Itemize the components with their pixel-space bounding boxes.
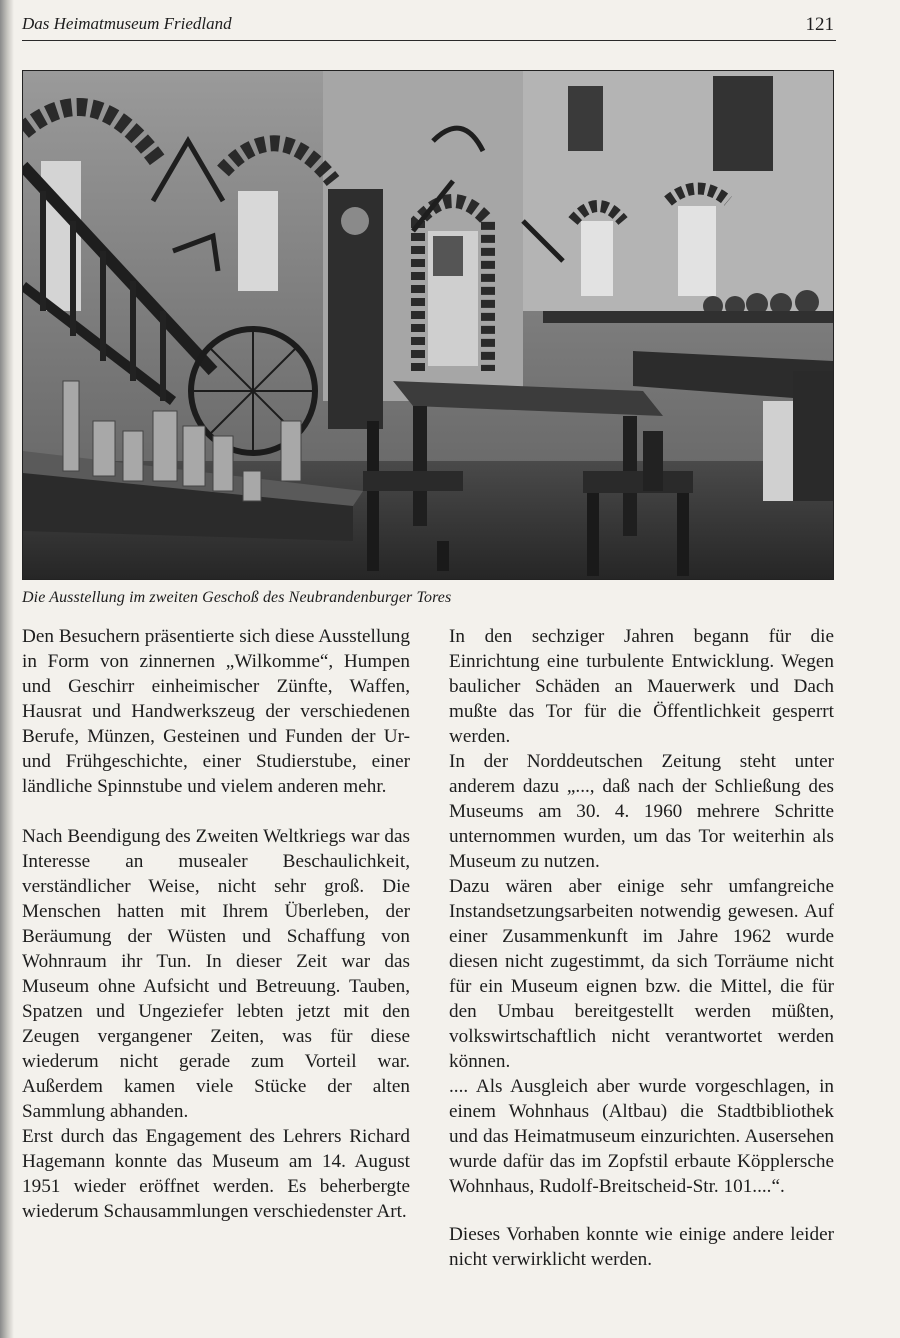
right-paragraph-3: Dazu wären aber einige sehr umfangreiche Instandsetzungsarbeiten notwendig gewesen. Auf einer Zusammenkunft im Jahre 1962 wurde diesen nicht zugestimmt, da sich Torräume nicht für ein Museum eignen bzw. die Mittel, die für den Umbau bereitgestellt werden müßten, volkswirtschaftlich nicht verantwortet werden können.: [449, 876, 834, 1072]
right-text-column: [449, 624, 834, 1272]
left-paragraph-2: Nach Beendigung des Zweiten Weltkriegs war das Interesse an musealer Beschaulichkeit, verständlicher Weise, nicht sehr groß. Die Menschen hatten mit Ihrem Überleben, der Beräumung der Wüsten und Schaffung von Wohnraum ihr Tun. In dieser Zeit war das Museum ohne Aufsicht und Betreuung. Tauben, Spatzen und Ungeziefer lebten jetzt mit den Zeugen vergangener Zeiten, was für diese wiederum nicht gerade zum Vorteil war. Außerdem kamen viele Stücke der alten Sammlung abhanden.: [22, 826, 410, 1122]
left-paragraph-3: Erst durch das Engagement des Lehrers Richard Hagemann konnte das Museum am 14. August 1951 wieder eröffnet werden. Es beherbergte wiederum Schausammlungen verschiedenster Art.: [22, 1126, 410, 1222]
page-binding-shadow: [0, 0, 14, 1338]
running-header: [22, 12, 836, 41]
museum-exhibition-photo: [22, 70, 834, 580]
right-paragraph-1: In den sechziger Jahren begann für die Einrichtung eine turbulente Entwicklung. Wegen baulicher Schäden an Mauerwerk und Dach mußte das Tor für die Öffentlichkeit gesperrt werden.: [449, 626, 834, 747]
right-paragraph-4: .... Als Ausgleich aber wurde vorgeschlagen, in einem Wohnhaus (Altbau) die Stadtbibliothek und das Heimatmuseum einzurichten. Ausersehen wurde dafür das im Zopfstil erbaute Köpplersche Wohnhaus, Rudolf-Breitscheid-Str. 101....“.: [449, 1076, 834, 1197]
right-paragraph-2: In der Norddeutschen Zeitung steht unter anderem dazu „..., daß nach der Schließung des Museums am 30. 4. 1960 mehrere Schritte unternommen wurden, um das Tor weiterhin als Museum zu nutzen.: [449, 751, 834, 872]
photo-caption: Die Ausstellung im zweiten Geschoß des Neubrandenburger Tores: [22, 589, 452, 606]
page-number: 121: [805, 14, 834, 35]
left-text-column: [22, 624, 410, 1224]
left-paragraph-1: Den Besuchern präsentierte sich diese Ausstellung in Form von zinnernen „Wilkomme“, Humpen und Geschirr einheimischer Zünfte, Waffen, Hausrat und Handwerkszeug der verschiedenen Berufe, Münzen, Gesteinen und Funden der Ur- und Frühgeschichte, einer Studierstube, einer ländliche Spinnstube und vielem anderen mehr.: [22, 626, 410, 797]
right-paragraph-5: Dieses Vorhaben konnte wie einige andere leider nicht verwirklicht werden.: [449, 1224, 834, 1270]
running-title: Das Heimatmuseum Friedland: [22, 14, 232, 33]
